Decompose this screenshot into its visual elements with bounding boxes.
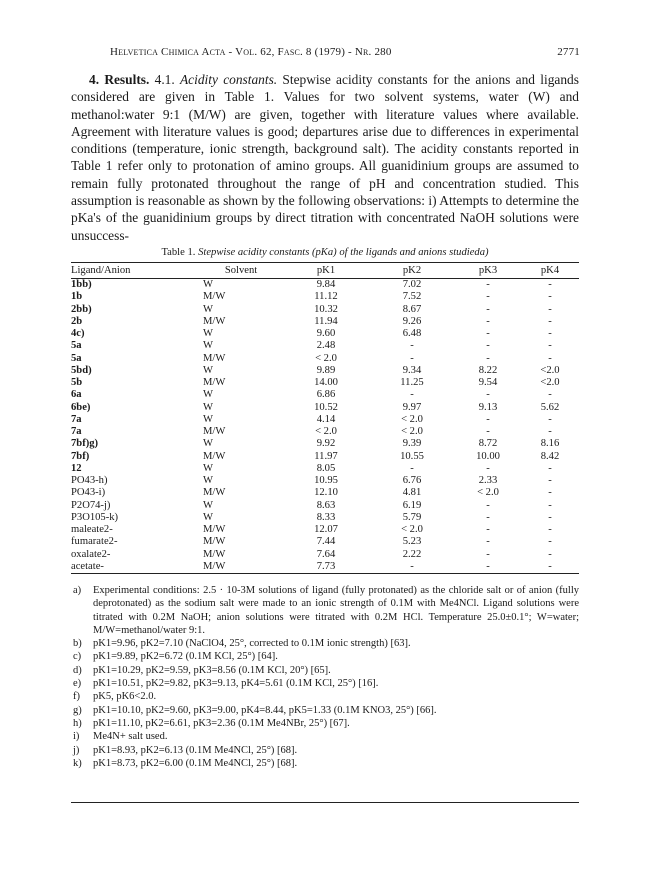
pk1-cell: 8.33 — [316, 511, 336, 523]
ligand-cell: 6a — [71, 389, 82, 401]
table-row — [71, 512, 579, 524]
table-row — [71, 475, 579, 487]
pk1-cell: 8.63 — [316, 499, 336, 511]
table-row — [71, 353, 579, 365]
pk1-cell: 6.86 — [316, 389, 336, 401]
pk2-cell: 9.26 — [402, 315, 422, 327]
col-header-solvent: Solvent — [199, 263, 283, 279]
pk3-cell: 2.33 — [478, 475, 498, 486]
table-row — [71, 438, 579, 450]
pk3-cell: - — [486, 426, 490, 437]
solvent-cell — [199, 328, 283, 340]
pk1-cell: 10.95 — [314, 475, 338, 486]
table-row — [71, 561, 579, 574]
pk1-cell: 11.12 — [314, 291, 338, 303]
pk1-cell: 11.94 — [314, 315, 338, 327]
pk2-cell: 6.19 — [402, 499, 422, 511]
journal-header: Helvetica Chimica Acta - Vol. 62, Fasc. 8 (1979) - Nr. 280 — [110, 46, 392, 58]
table-row — [71, 328, 579, 340]
results-body-text: Stepwise acidity constants for the anions and ligands considered are given in Table 1. Values for two solvent systems, water (W) and methanol:water 9:1 (M/W) are given, together with literature values where available. Agreement with literature values is good; departures arise due to differences in experimental conditions (temperature, ionic strength, background salt). The acidity constants reported in Table 1 refer only to protonation of amino groups. All guanidinium groups are assumed to remain fully protonated throughout the range of pH and concentration studied. This assumption is reasonable as shown by the following observations: i) Attempts to determine the pKa's of the guanidinium groups by direct titration with concentrated NaOH solutions were unsuccess- — [71, 72, 579, 243]
pk1-cell: 9.92 — [316, 438, 336, 450]
table-row — [71, 389, 579, 401]
solvent-cell — [199, 316, 283, 328]
pk4-cell: - — [548, 426, 552, 437]
solvent-cell — [199, 365, 283, 377]
pk3-cell: - — [486, 340, 490, 352]
solvent-cell — [199, 291, 283, 303]
col-header-ligand: Ligand/Anion — [71, 263, 199, 279]
table-row — [71, 365, 579, 377]
footnote-marker: g) — [73, 704, 82, 716]
pk3-cell: 10.00 — [476, 450, 500, 462]
col-header-pk2: pK2 — [369, 263, 455, 279]
section-heading: 4. Results. — [89, 72, 150, 87]
ligand-cell: 5a — [71, 352, 82, 364]
pk4-cell: <2.0 — [540, 364, 560, 376]
table-row — [71, 402, 579, 414]
pk4-cell: 5.62 — [540, 401, 560, 413]
pk3-cell: - — [486, 462, 490, 474]
solvent-cell — [199, 451, 283, 463]
table-header-row — [71, 263, 579, 279]
subsection-number: 4.1. — [154, 72, 175, 87]
pk2-cell: < 2.0 — [401, 524, 423, 535]
pk2-cell: 9.34 — [402, 364, 422, 376]
pk3-cell: - — [486, 524, 490, 535]
solvent-label: W — [203, 499, 213, 511]
table-row — [71, 291, 579, 303]
pk1-cell: 9.60 — [316, 328, 336, 339]
ligand-cell: 2b — [71, 315, 83, 327]
pk2-cell: 10.55 — [400, 450, 424, 462]
footnote-marker: i) — [73, 731, 80, 743]
pk4-cell: - — [548, 487, 552, 499]
pk1-cell: 14.00 — [314, 377, 338, 388]
pk2-cell: 5.23 — [402, 536, 422, 548]
solvent-label: M/W — [203, 487, 226, 499]
footnote — [71, 677, 579, 690]
solvent-label: W — [203, 340, 213, 352]
ligand-cell: oxalate2- — [71, 548, 111, 560]
ligand-cell: 6be) — [71, 401, 91, 413]
footnote — [71, 650, 579, 663]
footnote — [71, 664, 579, 677]
solvent-label: W — [203, 511, 213, 523]
pk1-cell: 4.14 — [316, 413, 336, 425]
pk4-cell: - — [548, 413, 552, 425]
table-caption — [71, 247, 579, 258]
pk4-cell: - — [521, 561, 579, 574]
pk1-cell: < 2.0 — [315, 426, 337, 437]
pk4-cell: - — [548, 315, 552, 327]
pk1-cell: 9.89 — [316, 364, 336, 376]
solvent-cell — [199, 561, 283, 574]
solvent-label: W — [203, 413, 213, 425]
pk2-cell: < 2.0 — [401, 426, 423, 437]
ligand-cell: PO43-i) — [71, 487, 106, 499]
solvent-cell — [199, 402, 283, 414]
table-row — [71, 279, 579, 292]
pk2-cell: - — [410, 352, 414, 364]
ligand-cell: 7a — [71, 413, 82, 425]
footnote — [71, 717, 579, 730]
pk1-cell: 10.32 — [314, 303, 338, 315]
pk3-cell: - — [486, 536, 490, 548]
ligand-cell: 1b — [71, 291, 83, 303]
pk2-cell: 2.22 — [402, 548, 422, 560]
ligand-cell: 5a — [71, 340, 82, 352]
pk3-cell: - — [486, 315, 490, 327]
footnote-marker: e) — [73, 678, 82, 690]
solvent-cell — [199, 536, 283, 548]
pk3-cell: - — [486, 548, 490, 560]
col-header-pk1: pK1 — [283, 263, 369, 279]
solvent-cell — [199, 512, 283, 524]
footnote-marker: a) — [73, 585, 82, 596]
solvent-label: W — [203, 364, 213, 376]
solvent-label: W — [203, 389, 213, 401]
solvent-label: M/W — [203, 450, 226, 462]
col-header-pk4: pK4 — [521, 263, 579, 279]
ligand-cell: P3O105-k) — [71, 511, 119, 523]
solvent-cell — [199, 524, 283, 536]
pk3-cell: - — [486, 511, 490, 523]
solvent-label: M/W — [203, 524, 226, 535]
pk2-cell: 8.67 — [402, 303, 422, 315]
solvent-label: M/W — [203, 315, 226, 327]
table-row — [71, 524, 579, 536]
pk3-cell: 8.22 — [478, 364, 498, 376]
footnote-text: pK1=10.10, pK2=9.60, pK3=9.00, pK4=8.44, pK5=1.33 (0.1M KNO3, 25°) [66]. — [93, 704, 437, 716]
pk1-cell: 12.10 — [314, 487, 338, 499]
footnote — [71, 584, 579, 637]
pk1-cell: 7.73 — [283, 561, 369, 574]
pk4-cell: - — [548, 475, 552, 486]
pk4-cell: - — [548, 548, 552, 560]
footnote-marker: f) — [73, 691, 80, 703]
solvent-label: W — [203, 462, 213, 474]
page-number: 2771 — [557, 46, 580, 58]
solvent-cell — [199, 304, 283, 316]
ligand-cell: 7a — [71, 426, 82, 437]
footnote-text: pK1=9.89, pK2=6.72 (0.1M KCl, 25°) [64]. — [93, 651, 278, 663]
solvent-label: M/W — [203, 536, 226, 548]
pk1-cell: 7.64 — [316, 548, 336, 560]
pk2-cell: 6.76 — [402, 475, 422, 486]
footnote-text: pK5, pK6<2.0. — [93, 691, 157, 703]
solvent-cell — [199, 426, 283, 438]
footnote-text: pK1=8.93, pK2=6.13 (0.1M Me4NCl, 25°) [68]. — [93, 744, 298, 756]
pk2-cell: 11.25 — [400, 377, 424, 388]
ligand-cell: 7bf) — [71, 450, 90, 462]
pk2-cell: 9.39 — [402, 438, 422, 450]
footnote — [71, 690, 579, 703]
pk4-cell: - — [548, 291, 552, 303]
pk1-cell: 2.48 — [316, 340, 336, 352]
results-paragraph — [71, 71, 579, 244]
ligand-cell: maleate2- — [71, 524, 113, 535]
pk4-cell: <2.0 — [540, 377, 560, 388]
pk1-cell: 12.07 — [314, 524, 338, 535]
ligand-cell: PO43-h) — [71, 475, 108, 486]
solvent-label: W — [203, 401, 213, 413]
solvent-cell — [199, 475, 283, 487]
table-row — [71, 451, 579, 463]
footnote-text: Experimental conditions: 2.5 · 10-3M solutions of ligand (fully protonated) as the chloride salt or of anion (fully deprotonated) as the sodium salt were made to an ionic strength of 0.1M with Me4NCl. Ligand solutions were titrated with 0.2M NaOH; anion solutions were titrated with 0.2M HCl. Temperature 25.0±0.1°; W=water; M/W=methanol/water 9:1. — [93, 585, 579, 636]
footnote-marker: b) — [73, 638, 82, 650]
solvent-cell — [199, 353, 283, 365]
pk2-cell: < 2.0 — [401, 413, 423, 425]
acidity-constants-table — [71, 262, 579, 574]
pk2-cell: - — [410, 340, 414, 352]
table-row — [71, 463, 579, 475]
pk4-cell: 8.16 — [540, 438, 560, 450]
pk4-cell: - — [548, 511, 552, 523]
footnote — [71, 757, 579, 770]
pk2-cell: - — [369, 561, 455, 574]
footnote-marker: c) — [73, 651, 82, 663]
col-header-pk3: pK3 — [455, 263, 521, 279]
solvent-cell — [199, 549, 283, 561]
table-row — [71, 304, 579, 316]
pk1-cell: 11.97 — [314, 450, 338, 462]
ligand-cell: acetate- — [71, 561, 199, 574]
pk3-cell: 9.13 — [478, 401, 498, 413]
solvent-cell — [199, 377, 283, 389]
table-row — [71, 426, 579, 438]
solvent-label: W — [203, 303, 213, 315]
pk1-cell: 10.52 — [314, 401, 338, 413]
pk2-cell: 9.97 — [402, 401, 422, 413]
pk4-cell: - — [548, 328, 552, 339]
footnote-marker: k) — [73, 757, 82, 769]
pk3-cell: 8.72 — [478, 438, 498, 450]
ligand-cell: 7bf)g) — [71, 438, 99, 450]
pk4-cell: - — [548, 389, 552, 401]
footnote — [71, 704, 579, 717]
table-row — [71, 500, 579, 512]
pk2-cell: 6.48 — [402, 328, 422, 339]
pk4-cell: - — [548, 279, 552, 290]
pk4-cell: - — [548, 524, 552, 535]
table-body — [71, 279, 579, 574]
table-row — [71, 549, 579, 561]
table-row — [71, 340, 579, 352]
footnote-marker: h) — [73, 717, 82, 729]
pk4-cell: - — [548, 499, 552, 511]
pk2-cell: 7.02 — [402, 279, 422, 290]
subsection-title: Acidity constants. — [180, 72, 278, 87]
solvent-label: W — [203, 438, 213, 450]
pk3-cell: - — [486, 413, 490, 425]
footnote — [71, 730, 579, 743]
results-section — [71, 71, 579, 244]
pk3-cell: 9.54 — [478, 377, 498, 388]
pk3-cell: < 2.0 — [477, 487, 499, 499]
solvent-cell — [199, 438, 283, 450]
footnote-text: pK1=10.29, pK2=9.59, pK3=8.56 (0.1M KCl, 20°) [65]. — [93, 664, 331, 676]
footnote — [71, 637, 579, 650]
ligand-cell: P2O74-j) — [71, 499, 111, 511]
pk2-cell: 7.52 — [402, 291, 422, 303]
ligand-cell: 4c) — [71, 328, 85, 339]
pk4-cell: - — [548, 340, 552, 352]
table-row — [71, 536, 579, 548]
pk1-cell: 7.44 — [316, 536, 336, 548]
pk4-cell: - — [548, 536, 552, 548]
table-row — [71, 316, 579, 328]
ligand-cell: 1bb) — [71, 279, 92, 290]
pk1-cell: 9.84 — [316, 279, 336, 290]
pk1-cell: < 2.0 — [315, 352, 337, 364]
pk2-cell: 5.79 — [402, 511, 422, 523]
solvent-label: M/W — [203, 560, 226, 572]
pk4-cell: - — [548, 352, 552, 364]
pk3-cell: - — [455, 561, 521, 574]
pk3-cell: - — [486, 389, 490, 401]
solvent-cell — [199, 340, 283, 352]
pk4-cell: 8.42 — [540, 450, 560, 462]
solvent-label: M/W — [203, 426, 226, 437]
solvent-label: W — [203, 279, 213, 290]
table-row — [71, 377, 579, 389]
pk3-cell: - — [486, 303, 490, 315]
footnote-text: pK1=11.10, pK2=6.61, pK3=2.36 (0.1M Me4NBr, 25°) [67]. — [93, 717, 350, 729]
solvent-cell — [199, 414, 283, 426]
pk3-cell: - — [486, 291, 490, 303]
ligand-cell: fumarate2- — [71, 536, 118, 548]
footnote-text: pK1=10.51, pK2=9.82, pK3=9.13, pK4=5.61 (0.1M KCl, 25°) [16]. — [93, 678, 379, 690]
ligand-cell: 5bd) — [71, 364, 92, 376]
pk3-cell: - — [486, 352, 490, 364]
pk4-cell: - — [548, 303, 552, 315]
solvent-label: M/W — [203, 291, 226, 303]
footnote-marker: j) — [73, 744, 80, 756]
footnote-marker: d) — [73, 664, 82, 676]
table-footnotes — [71, 584, 579, 770]
footnote-text: pK1=8.73, pK2=6.00 (0.1M Me4NCl, 25°) [68]. — [93, 757, 298, 769]
table-row — [71, 487, 579, 499]
pk3-cell: - — [486, 499, 490, 511]
ligand-cell: 12 — [71, 462, 82, 474]
pk2-cell: - — [410, 462, 414, 474]
solvent-cell — [199, 463, 283, 475]
solvent-label: W — [203, 328, 213, 339]
table-row — [71, 414, 579, 426]
solvent-cell — [199, 279, 283, 292]
footnote-text: pK1=9.96, pK2=7.10 (NaClO4, 25°, corrected to 0.1M ionic strength) [63]. — [93, 638, 411, 650]
pk3-cell: - — [486, 279, 490, 290]
solvent-cell — [199, 500, 283, 512]
solvent-label: W — [203, 475, 213, 486]
table-caption-text: Stepwise acidity constants (pKa) of the ligands and anions studieda) — [198, 247, 489, 258]
ligand-cell: 2bb) — [71, 303, 92, 315]
footnote-rule — [71, 802, 579, 803]
solvent-label: M/W — [203, 352, 226, 364]
pk4-cell: - — [548, 462, 552, 474]
solvent-label: M/W — [203, 377, 226, 388]
solvent-cell — [199, 487, 283, 499]
pk3-cell: - — [486, 328, 490, 339]
pk1-cell: 8.05 — [316, 462, 336, 474]
solvent-cell — [199, 389, 283, 401]
footnote — [71, 744, 579, 757]
footnote-text: Me4N+ salt used. — [93, 731, 168, 743]
solvent-label: M/W — [203, 548, 226, 560]
table-caption-label: Table 1. — [161, 247, 196, 258]
pk2-cell: 4.81 — [402, 487, 422, 499]
pk2-cell: - — [410, 389, 414, 401]
ligand-cell: 5b — [71, 377, 83, 388]
